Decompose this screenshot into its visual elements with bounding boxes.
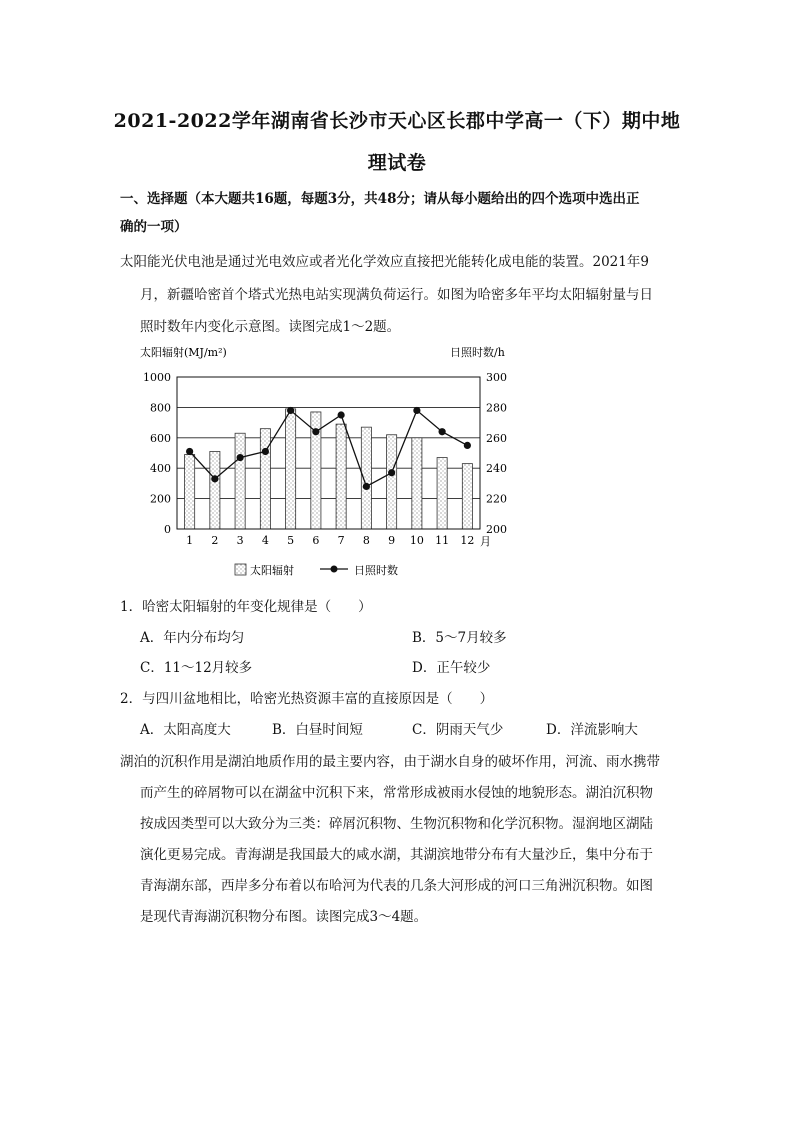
x-tick-label: 8 xyxy=(362,534,370,547)
radiation-bar xyxy=(412,438,422,529)
sunshine-point xyxy=(363,483,370,490)
y-tick-label: 200 xyxy=(150,492,171,506)
intro2-line4: 演化更易完成。青海湖是我国最大的咸水湖，其湖滨地带分布有大量沙丘，集中分布于 xyxy=(140,847,653,863)
sunshine-point xyxy=(237,454,244,461)
x-tick-label: 10 xyxy=(409,534,424,547)
q2-stem: 2．与四川盆地相比，哈密光热资源丰富的直接原因是（ ） xyxy=(120,691,494,707)
legend-sunshine-label: 日照时数 xyxy=(354,564,398,577)
y-tick-label: 600 xyxy=(150,431,171,445)
exam-title-line1: 2021-2022学年湖南省长沙市天心区长郡中学高一（下）期中地 xyxy=(113,110,681,132)
q2-option-a[interactable]: A．太阳高度大 xyxy=(140,722,231,738)
q2-option-d[interactable]: D．洋流影响大 xyxy=(546,722,638,738)
section-heading-line2: 确的一项） xyxy=(120,219,188,235)
sunshine-point xyxy=(388,469,395,476)
y-tick-label: 400 xyxy=(150,462,171,476)
x-tick-label: 12 xyxy=(460,534,475,547)
sunshine-point xyxy=(262,448,269,455)
sunshine-point xyxy=(464,442,471,449)
y-tick-label: 1000 xyxy=(143,371,171,384)
legend-bar-swatch xyxy=(235,564,246,575)
y2-tick-label: 300 xyxy=(486,371,507,384)
q1-option-b[interactable]: B．5～7月较多 xyxy=(412,630,507,646)
radiation-bar xyxy=(185,455,195,529)
y2-tick-label: 260 xyxy=(486,431,507,445)
intro1-line2: 月，新疆哈密首个塔式光热电站实现满负荷运行。如图为哈密多年平均太阳辐射量与日 xyxy=(140,287,653,303)
q1-option-c[interactable]: C．11～12月较多 xyxy=(140,660,253,676)
sunshine-point xyxy=(287,407,294,414)
y2-tick-label: 200 xyxy=(486,523,507,536)
q1-stem: 1．哈密太阳辐射的年变化规律是（ ） xyxy=(120,599,372,615)
x-tick-label: 6 xyxy=(312,534,320,547)
q2-option-c[interactable]: C．阴雨天气少 xyxy=(412,722,504,738)
y2-tick-label: 220 xyxy=(486,492,507,506)
intro1-line3: 照时数年内变化示意图。读图完成1～2题。 xyxy=(140,319,401,335)
radiation-bar xyxy=(260,429,270,529)
y2-axis-label: 日照时数/h xyxy=(450,346,505,359)
y2-tick-label: 240 xyxy=(486,462,507,476)
q1-option-a[interactable]: A．年内分布均匀 xyxy=(140,630,245,646)
intro2-line2: 而产生的碎屑物可以在湖盆中沉积下来，常常形成被雨水侵蚀的地貌形态。湖泊沉积物 xyxy=(140,785,653,801)
intro1-line1: 太阳能光伏电池是通过光电效应或者光化学效应直接把光能转化成电能的装置。2021年9 xyxy=(120,254,649,270)
legend-line-marker xyxy=(331,566,338,573)
radiation-bar xyxy=(286,409,296,529)
intro2-line5: 青海湖东部，西岸多分布着以布哈河为代表的几条大河形成的河口三角洲沉积物。如图 xyxy=(140,878,653,894)
q2-option-b[interactable]: B．白昼时间短 xyxy=(272,722,363,738)
x-tick-label: 5 xyxy=(287,534,295,547)
radiation-sunshine-chart xyxy=(120,340,540,590)
sunshine-point xyxy=(439,428,446,435)
sunshine-point xyxy=(413,407,420,414)
x-tick-label: 2 xyxy=(211,534,219,547)
y-tick-label: 800 xyxy=(150,401,171,415)
sunshine-line xyxy=(190,410,468,486)
radiation-bar xyxy=(336,424,346,529)
x-tick-label: 9 xyxy=(388,534,396,547)
sunshine-point xyxy=(186,448,193,455)
x-tick-label: 11 xyxy=(435,534,450,547)
x-tick-label: 1 xyxy=(186,534,194,547)
q1-option-d[interactable]: D．正午较少 xyxy=(412,660,491,676)
plot-frame xyxy=(177,377,480,529)
radiation-bar xyxy=(210,451,220,529)
section-heading-line1: 一、选择题（本大题共16题，每题3分，共48分；请从每小题给出的四个选项中选出正 xyxy=(120,191,640,207)
intro2-line3: 按成因类型可以大致分为三类：碎屑沉积物、生物沉积物和化学沉积物。湿润地区湖陆 xyxy=(140,816,653,832)
radiation-bar xyxy=(462,464,472,529)
y2-tick-label: 280 xyxy=(486,401,507,415)
exam-title-line2: 理试卷 xyxy=(367,152,427,174)
x-tick-label: 3 xyxy=(236,534,244,547)
x-tick-label: 7 xyxy=(337,534,345,547)
radiation-bar xyxy=(437,458,447,529)
y-tick-label: 0 xyxy=(164,523,171,536)
x-tick-label: 4 xyxy=(261,534,269,547)
radiation-bar xyxy=(235,433,245,529)
sunshine-point xyxy=(312,428,319,435)
x-axis-unit: 月 xyxy=(480,535,491,548)
y-axis-label: 太阳辐射(MJ/m²) xyxy=(140,346,227,359)
intro2-line6: 是现代青海湖沉积物分布图。读图完成3～4题。 xyxy=(140,909,428,925)
intro2-line1: 湖泊的沉积作用是湖泊地质作用的最主要内容，由于湖水自身的破坏作用，河流、雨水携带 xyxy=(120,754,660,770)
radiation-bar xyxy=(387,435,397,529)
legend-radiation-label: 太阳辐射 xyxy=(250,564,294,577)
legend xyxy=(235,563,398,577)
sunshine-point xyxy=(338,411,345,418)
sunshine-point xyxy=(211,475,218,482)
